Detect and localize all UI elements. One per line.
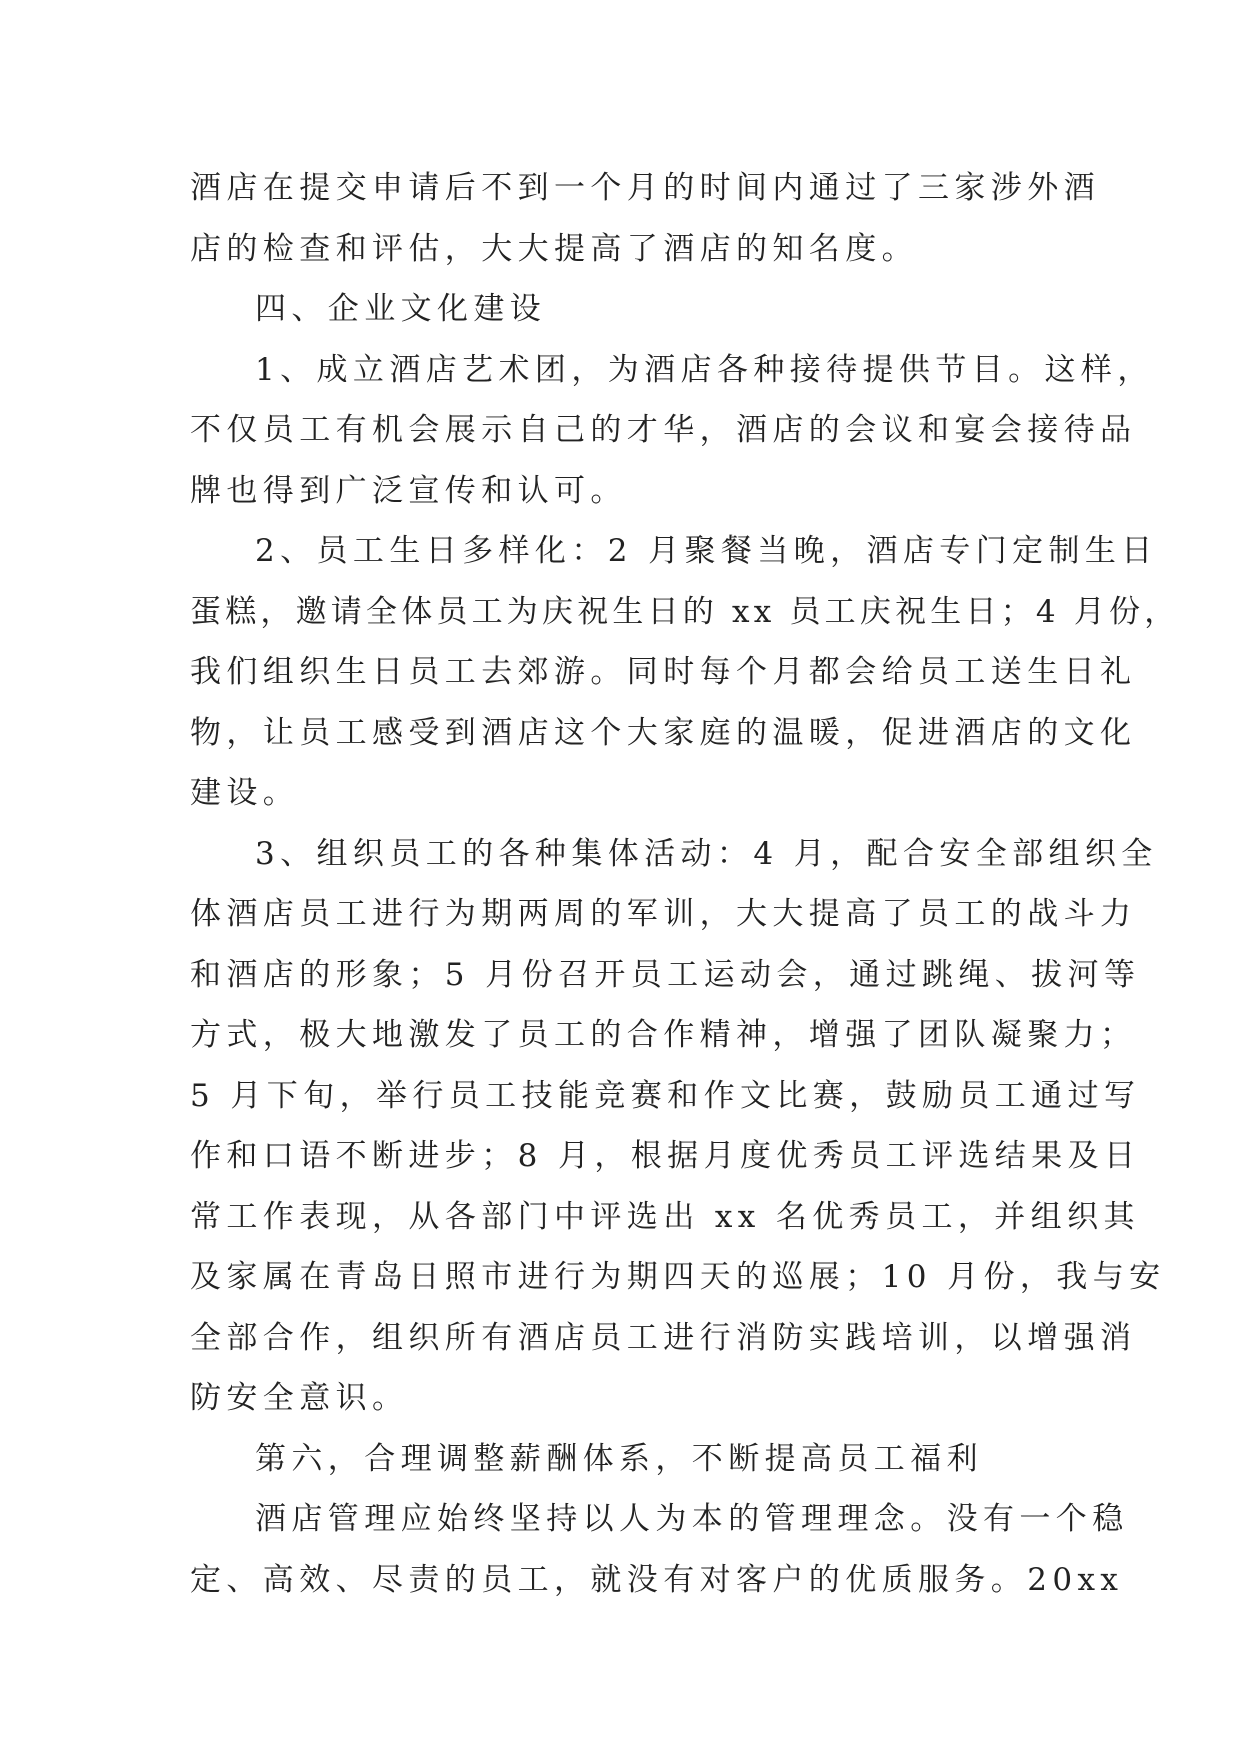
text-line: 物，让员工感受到酒店这个大家庭的温暖，促进酒店的文化 [190, 714, 1137, 751]
section-heading: 第六，合理调整薪酬体系，不断提高员工福利 [255, 1440, 983, 1477]
text-line: 作和口语不断进步；8 月，根据月度优秀员工评选结果及日 [190, 1138, 1141, 1174]
text-line: 2、员工生日多样化：2 月聚餐当晚，酒店专门定制生日 [255, 533, 1158, 569]
text-line: 和酒店的形象；5 月份召开员工运动会，通过跳绳、拔河等 [190, 956, 1141, 993]
text-line: 1、成立酒店艺术团，为酒店各种接待提供节目。这样， [255, 351, 1154, 388]
text-line: 方式，极大地激发了员工的合作精神，增强了团队凝聚力； [190, 1017, 1137, 1053]
text-line: 及家属在青岛日照市进行为期四天的巡展；10 月份，我与安 [190, 1259, 1166, 1295]
text-line: 酒店在提交申请后不到一个月的时间内通过了三家涉外酒 [190, 170, 1100, 206]
text-line: 店的检查和评估，大大提高了酒店的知名度。 [190, 230, 918, 267]
text-line: 常工作表现，从各部门中评选出 xx 名优秀员工，并组织其 [190, 1198, 1140, 1235]
text-line: 防安全意识。 [190, 1380, 409, 1416]
text-line: 定、高效、尽责的员工，就没有对客户的优质服务。20xx [190, 1561, 1124, 1598]
text-line: 3、组织员工的各种集体活动：4 月，配合安全部组织全 [255, 835, 1158, 872]
document-body [190, 158, 1180, 1610]
section-heading: 四、企业文化建设 [255, 291, 547, 327]
text-line: 5 月下旬，举行员工技能竞赛和作文比赛，鼓励员工通过写 [190, 1077, 1141, 1114]
text-line: 建设。 [190, 775, 300, 811]
text-line: 不仅员工有机会展示自己的才华，酒店的会议和宴会接待品 [190, 412, 1137, 448]
text-line: 我们组织生日员工去郊游。同时每个月都会给员工送生日礼 [190, 654, 1137, 690]
text-line: 酒店管理应始终坚持以人为本的管理理念。没有一个稳 [255, 1501, 1129, 1537]
text-line: 体酒店员工进行为期两周的军训，大大提高了员工的战斗力 [190, 896, 1137, 932]
text-line: 蛋糕，邀请全体员工为庆祝生日的 xx 员工庆祝生日；4 月份， [190, 593, 1180, 630]
text-line: 牌也得到广泛宣传和认可。 [190, 472, 627, 509]
text-line: 全部合作，组织所有酒店员工进行消防实践培训，以增强消 [190, 1319, 1137, 1356]
